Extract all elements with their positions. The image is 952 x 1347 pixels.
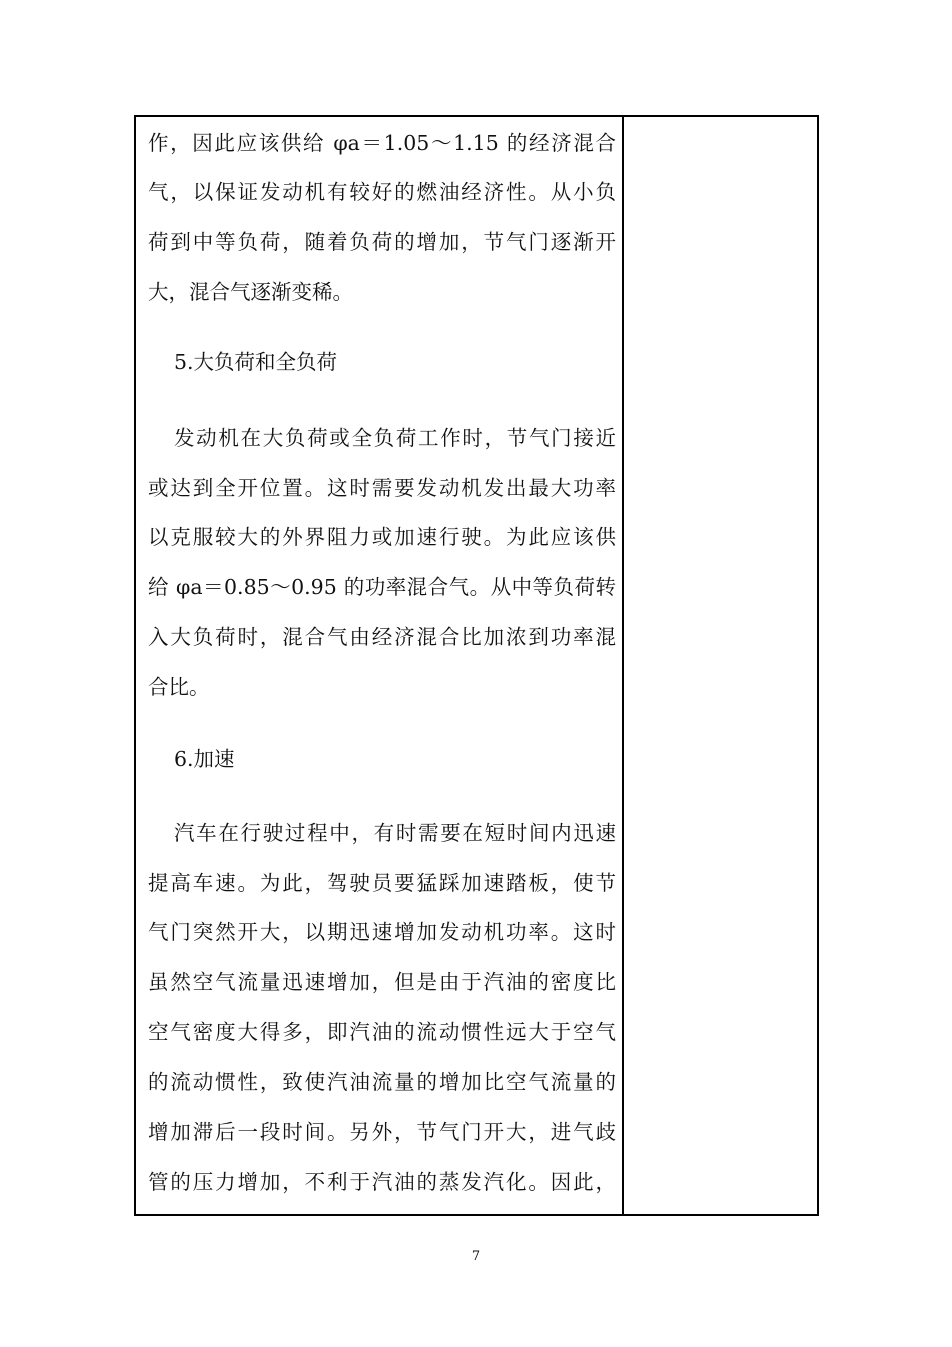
- text-line: 入大负荷时，混合气由经济混合比加浓到功率混: [148, 625, 616, 649]
- text-line: 气门突然开大，以期迅速增加发动机功率。这时: [148, 920, 616, 944]
- text-line: 合比。: [148, 675, 210, 699]
- content-table: [134, 115, 819, 1216]
- text-line: 作，因此应该供给 φa＝1.05～1.15 的经济混合: [148, 131, 616, 155]
- text-line: 给 φa＝0.85～0.95 的功率混合气。从中等负荷转: [148, 575, 616, 599]
- text-line: 虽然空气流量迅速增加，但是由于汽油的密度比: [148, 970, 616, 994]
- side-notes-cell: [624, 117, 817, 1214]
- section-heading: 5.大负荷和全负荷: [174, 350, 338, 374]
- text-line: 管的压力增加，不利于汽油的蒸发汽化。因此，: [148, 1170, 616, 1194]
- page-number: 7: [471, 1249, 481, 1264]
- text-line: 气，以保证发动机有较好的燃油经济性。从小负: [148, 180, 616, 204]
- text-line: 汽车在行驶过程中，有时需要在短时间内迅速: [174, 821, 616, 845]
- text-line: 以克服较大的外界阻力或加速行驶。为此应该供: [148, 525, 616, 549]
- text-line: 空气密度大得多，即汽油的流动惯性远大于空气: [148, 1020, 616, 1044]
- text-line: 或达到全开位置。这时需要发动机发出最大功率: [148, 476, 616, 500]
- section-heading: 6.加速: [174, 747, 235, 771]
- text-line: 的流动惯性，致使汽油流量的增加比空气流量的: [148, 1070, 616, 1094]
- text-line: 大，混合气逐渐变稀。: [148, 280, 353, 304]
- text-line: 增加滞后一段时间。另外，节气门开大，进气歧: [148, 1120, 616, 1144]
- text-line: 荷到中等负荷，随着负荷的增加，节气门逐渐开: [148, 230, 616, 254]
- text-line: 提高车速。为此，驾驶员要猛踩加速踏板，使节: [148, 871, 616, 895]
- text-line: 发动机在大负荷或全负荷工作时，节气门接近: [174, 426, 616, 450]
